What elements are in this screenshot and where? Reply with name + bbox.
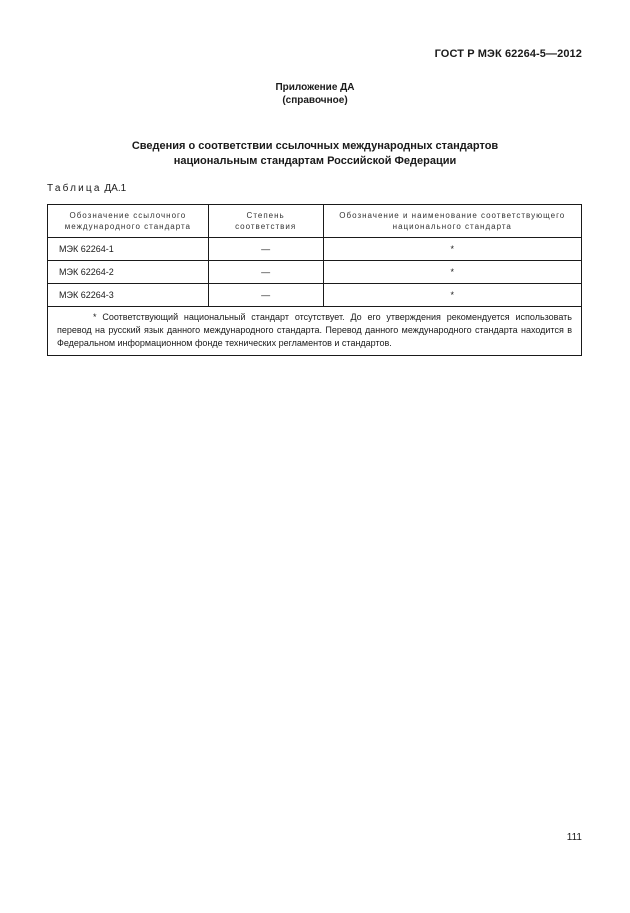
table-caption-number: ДА.1	[104, 183, 127, 194]
header-reference-standard-line1: Обозначение ссылочного	[69, 211, 187, 220]
page-title-line1: Сведения о соответствии ссылочных международных стандартов	[131, 140, 499, 152]
header-national-standard-line2: национального стандарта	[392, 222, 512, 231]
cell-reference-code: МЭК 62264-3	[48, 284, 209, 307]
table-footnote	[48, 307, 582, 356]
page-title	[0, 139, 630, 169]
cell-national-standard: *	[323, 238, 581, 261]
cell-national-standard: *	[323, 284, 581, 307]
page-number: 111	[566, 832, 582, 843]
annex-subtitle: (справочное)	[282, 95, 348, 106]
page-title-line2: национальным стандартам Российской Федерации	[173, 155, 457, 167]
cell-degree: —	[208, 261, 323, 284]
header-national-standard	[323, 205, 581, 238]
annex-heading	[0, 81, 630, 107]
document-code: ГОСТ Р МЭК 62264-5—2012	[434, 48, 582, 60]
header-national-standard-line1: Обозначение и наименование соответствующего	[339, 211, 566, 220]
cell-national-standard: *	[323, 261, 581, 284]
header-reference-standard	[48, 205, 209, 238]
footnote-text: * Соответствующий национальный стандарт отсутствует. До его утверждения рекомендуется использовать перевод на русский язык данного международного стандарта. Перевод данного международного стандарта находится в Федеральном информационном фонде технических регламентов и стандартов.	[57, 312, 572, 348]
header-degree	[208, 205, 323, 238]
table-caption-word: Таблица	[47, 183, 102, 194]
header-degree-line1: Степень	[246, 211, 285, 220]
table-footnote-row	[48, 307, 582, 356]
header-degree-line2: соответствия	[235, 222, 297, 231]
cell-reference-code: МЭК 62264-1	[48, 238, 209, 261]
cell-reference-code: МЭК 62264-2	[48, 261, 209, 284]
table-row	[48, 284, 582, 307]
header-reference-standard-line2: международного стандарта	[64, 222, 191, 231]
table-row	[48, 238, 582, 261]
table-header-row	[48, 205, 582, 238]
correspondence-table	[47, 204, 582, 356]
table-row	[48, 261, 582, 284]
annex-title: Приложение ДА	[275, 82, 355, 93]
cell-degree: —	[208, 238, 323, 261]
cell-degree: —	[208, 284, 323, 307]
table-caption	[47, 183, 126, 194]
